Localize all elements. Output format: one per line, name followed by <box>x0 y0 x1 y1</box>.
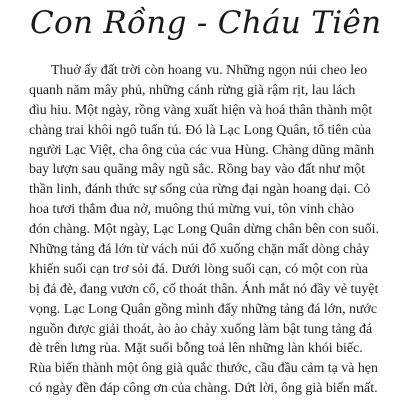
text-line: nguồn được giải thoát, ào ào chảy xuống làm bật tung tảng đá <box>29 321 373 337</box>
text-line: Rùa biến thành một ông già quắc thước, cầu đầu cảm tạ và hẹn <box>29 361 378 377</box>
text-line: quanh năm mây phủ, những cánh rừng già rậm rịt, lau lách <box>29 82 356 98</box>
text-line: thần linh, đánh thức sự sống của rừng đại ngàn hoang dại. Cỏ <box>29 182 371 198</box>
text-line: vọng. Lạc Long Quân gồng mình đẩy những tảng đá lớn, nước <box>29 301 378 317</box>
text-line: khiến suối cạn trơ sỏi đá. Dưới lòng suối cạn, có một con rùa <box>29 261 368 277</box>
story-paragraph <box>29 61 391 399</box>
text-line: hoa tươi thắm đua nở, muông thú mừng vui, tôn vinh chào <box>29 202 354 218</box>
text-line: đón chàng. Một ngày, Lạc Long Quân dừng chân bên con suối. <box>29 222 379 238</box>
page-title: Con Rồng - Cháu Tiên <box>30 5 382 41</box>
text-line: đìu hiu. Một ngày, rồng vàng xuất hiện và hoá thân thành một <box>29 102 373 118</box>
text-line: chàng trai khôi ngô tuấn tú. Đó là Lạc Long Quân, tổ tiên của <box>29 122 372 138</box>
text-line: bay lượn sau quãng mây ngũ sắc. Rồng bay vào đất như một <box>29 162 366 178</box>
text-line: người Lạc Việt, cha ông của các vua Hùng. Chàng dũng mãnh <box>29 142 375 158</box>
text-line: có ngày đền đáp công ơn của chàng. Dứt lời, ông già biến mất. <box>29 381 378 397</box>
text-line: Những tảng đá lớn từ vách núi đổ xuống chặn mất dòng chảy <box>29 242 370 258</box>
text-line: đè trên lưng rùa. Mặt suối bỗng toả lên những làn khói biếc. <box>29 341 363 357</box>
text-line: Thuở ấy đất trời còn hoang vu. Những ngọn núi cheo leo <box>51 63 368 78</box>
text-line: bị đá đè, đang vươn cổ, cố thoát thân. Ánh mắt nó đầy vẻ tuyệt <box>29 281 379 297</box>
